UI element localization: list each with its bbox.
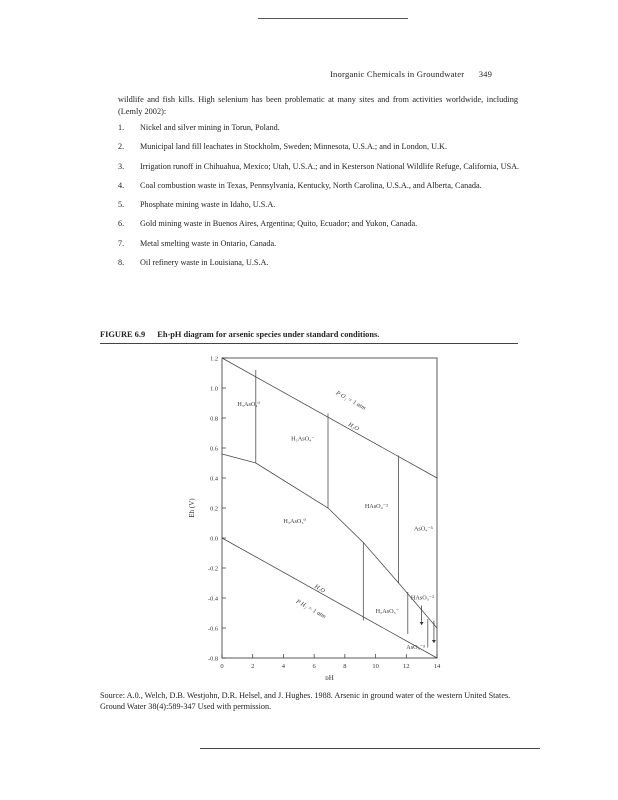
top-rule — [258, 18, 408, 19]
running-header — [330, 69, 504, 79]
list-item-number: 5. — [118, 200, 125, 210]
region-label: AsO₄⁻³ — [413, 525, 433, 533]
x-axis-label: pH — [325, 674, 334, 680]
region-label: P O₂ = 1 atm — [334, 389, 367, 412]
x-tick-label: 2 — [251, 663, 255, 670]
x-tick-label: 0 — [220, 663, 224, 670]
list-item-text: Municipal land fill leachates in Stockholm, Sweden; Minnesota, U.S.A.; and in London, U.K. — [140, 142, 447, 152]
y-tick-label: 0.8 — [210, 415, 218, 423]
figure-label: FIGURE 6.9 — [100, 330, 146, 339]
region-label: H₃AsO₄⁰ — [237, 401, 260, 408]
arrow-head — [420, 622, 424, 625]
list-item-text: Metal smelting waste in Ontario, Canada. — [140, 238, 277, 248]
list-item-number: 6. — [118, 219, 125, 229]
y-axis-label: Eh (V) — [188, 498, 196, 518]
x-tick-label: 4 — [281, 663, 286, 670]
y-tick-label: 1.2 — [210, 355, 218, 363]
figure-title-text: Eh-pH diagram for arsenic species under standard conditions. — [157, 330, 380, 339]
list-item-text: Gold mining waste in Buenos Aires, Argentina; Quito, Ecuador; and Yukon, Canada. — [140, 219, 418, 229]
series-line — [222, 454, 437, 628]
site-list — [118, 122, 528, 276]
list-item-number: 7. — [118, 238, 125, 248]
eh-ph-diagram — [180, 350, 460, 680]
list-item — [118, 141, 528, 153]
page-number: 349 — [478, 69, 493, 79]
x-tick-label: 10 — [372, 663, 379, 670]
x-tick-label: 12 — [403, 663, 410, 670]
y-tick-label: -0.4 — [208, 595, 218, 603]
figure-caption: Source: A.0., Welch, D.B. Westjohn, D.R. Helsel, and J. Hughes. 1988. Arsenic in ground water of the western United States. Ground Water 38(4):589-347 Used with permission. — [100, 691, 511, 711]
y-tick-label: 0.4 — [210, 475, 218, 483]
y-tick-label: 0.0 — [210, 535, 218, 543]
list-item — [118, 199, 528, 211]
figure-title — [100, 330, 389, 339]
region-label: H₂O — [346, 421, 361, 433]
x-tick-label: 8 — [343, 663, 347, 670]
arrow-head — [432, 640, 436, 643]
region-label: H₂O — [313, 583, 327, 595]
region-label: H₂AsO₃⁻ — [375, 608, 399, 615]
series-line — [222, 538, 437, 658]
list-item-number: 8. — [118, 258, 125, 268]
y-tick-label: -0.6 — [208, 625, 218, 633]
region-label: P H₂ = 1 atm — [294, 598, 328, 621]
region-labels — [237, 389, 436, 651]
y-tick-label: 0.2 — [210, 505, 218, 513]
list-item — [118, 122, 528, 134]
y-tick-label: 0.6 — [210, 445, 218, 453]
region-label: H₂AsO₄⁻ — [291, 435, 315, 443]
region-label: HAsO₃⁻² — [410, 594, 434, 602]
figure-rule — [100, 343, 518, 344]
list-item-text: Phosphate mining waste in Idaho, U.S.A. — [140, 200, 276, 210]
running-header-title: Inorganic Chemicals in Groundwater — [330, 69, 465, 79]
list-item-number: 1. — [118, 123, 125, 132]
bottom-rule — [200, 748, 540, 749]
list-item-text: Nickel and silver mining in Torun, Poland. — [140, 123, 280, 132]
y-tick-label: -0.2 — [208, 565, 218, 573]
list-item — [118, 257, 528, 269]
region-label: H₃AsO₃⁰ — [283, 518, 307, 525]
list-item-text: Irrigation runoff in Chihuahua, Mexico; Utah, U.S.A.; and in Kesterson National Wildlife Refuge, California, USA. — [140, 161, 520, 171]
list-item-number: 3. — [118, 161, 125, 171]
y-tick-label: -0.8 — [208, 655, 218, 663]
list-item-number: 2. — [118, 142, 125, 152]
list-item — [118, 180, 528, 192]
region-label: AsO₃⁻³ — [406, 644, 425, 651]
list-item — [118, 218, 528, 230]
series-line — [222, 358, 437, 478]
list-item — [118, 161, 528, 173]
y-tick-label: 1.0 — [210, 385, 218, 393]
region-label: HAsO₄⁻² — [364, 503, 388, 510]
x-tick-label: 6 — [312, 663, 316, 670]
intro-paragraph: wildlife and fish kills. High selenium has been problematic at many sites and from activities worldwide, including (Lemly 2002): — [118, 95, 518, 116]
list-item-text: Coal combustion waste in Texas, Pennsylvania, Kentucky, North Carolina, U.S.A., and Alberta, Canada. — [140, 180, 482, 190]
list-item — [118, 238, 528, 250]
x-tick-label: 14 — [433, 663, 441, 670]
list-item-text: Oil refinery waste in Louisiana, U.S.A. — [140, 258, 269, 268]
list-item-number: 4. — [118, 180, 125, 190]
